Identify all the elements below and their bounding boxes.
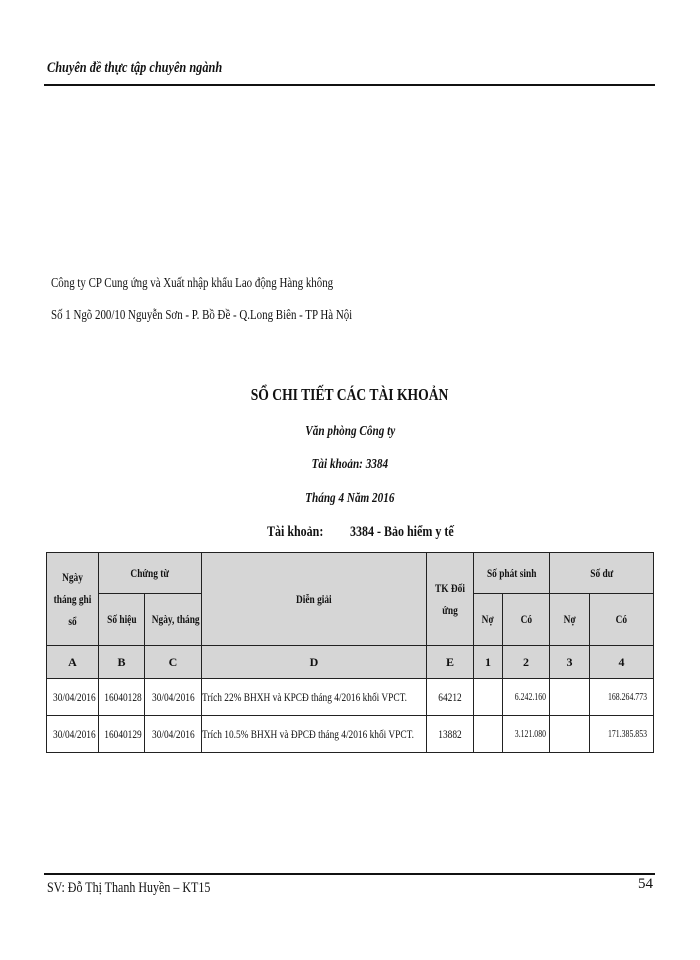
report-account: Tài khoản: 3384 xyxy=(311,457,389,472)
header-date: Ngày tháng ghi sổ xyxy=(47,553,99,646)
cell-date: 30/04/2016 xyxy=(47,716,99,753)
header-balance-credit: Có xyxy=(590,594,654,646)
column-code: D xyxy=(202,646,427,679)
header-voucher: Chứng từ xyxy=(99,553,202,594)
header-description: Diễn giải xyxy=(202,553,427,646)
header-counter-account: TK Đối ứng xyxy=(427,553,474,646)
account-value: 3384 - Bảo hiểm y tế xyxy=(350,524,454,540)
cell-voucher-date: 30/04/2016 xyxy=(145,716,202,753)
table-header-row xyxy=(47,553,654,594)
cell-counter-account: 64212 xyxy=(427,679,474,716)
column-code: 4 xyxy=(590,646,654,679)
cell-debit xyxy=(474,716,503,753)
footer-divider xyxy=(44,873,655,875)
cell-counter-account: 13882 xyxy=(427,716,474,753)
account-label: Tài khoản: xyxy=(267,524,324,540)
report-office: Văn phòng Công ty xyxy=(305,424,395,439)
column-code: 3 xyxy=(550,646,590,679)
cell-description: Trích 22% BHXH và KPCĐ tháng 4/2016 khối VPCT. xyxy=(202,679,427,716)
header-arising: Số phát sinh xyxy=(474,553,550,594)
page-number: 54 xyxy=(638,876,653,892)
header-voucher-no: Số hiệu xyxy=(99,594,145,646)
column-code: 1 xyxy=(474,646,503,679)
footer-student: SV: Đỗ Thị Thanh Huyền – KT15 xyxy=(47,880,211,896)
cell-date: 30/04/2016 xyxy=(47,679,99,716)
header-voucher-date: Ngày, tháng xyxy=(145,594,202,646)
cell-voucher-no: 16040129 xyxy=(99,716,145,753)
column-code: 2 xyxy=(503,646,550,679)
ledger-table xyxy=(46,552,654,753)
header-debit: Nợ xyxy=(474,594,503,646)
cell-voucher-no: 16040128 xyxy=(99,679,145,716)
cell-credit: 3.121.080 xyxy=(503,716,550,753)
column-code: C xyxy=(145,646,202,679)
column-code: A xyxy=(47,646,99,679)
column-code: B xyxy=(99,646,145,679)
table-row xyxy=(47,716,654,753)
cell-description: Trích 10.5% BHXH và ĐPCĐ tháng 4/2016 khối VPCT. xyxy=(202,716,427,753)
header-balance-debit: Nợ xyxy=(550,594,590,646)
report-title: SỔ CHI TIẾT CÁC TÀI KHOẢN xyxy=(251,385,449,404)
cell-balance-debit xyxy=(550,716,590,753)
cell-debit xyxy=(474,679,503,716)
table-row xyxy=(47,679,654,716)
company-name: Công ty CP Cung ứng và Xuất nhập khẩu Lao động Hàng không xyxy=(51,276,334,291)
document-header-title: Chuyên đề thực tập chuyên ngành xyxy=(47,60,223,76)
cell-balance-credit: 171.385.853 xyxy=(590,716,654,753)
column-code-row xyxy=(47,646,654,679)
header-balance: Số dư xyxy=(550,553,654,594)
header-divider xyxy=(44,84,655,86)
column-code: E xyxy=(427,646,474,679)
cell-balance-debit xyxy=(550,679,590,716)
cell-voucher-date: 30/04/2016 xyxy=(145,679,202,716)
cell-balance-credit: 168.264.773 xyxy=(590,679,654,716)
cell-credit: 6.242.160 xyxy=(503,679,550,716)
report-period: Tháng 4 Năm 2016 xyxy=(305,491,395,506)
header-credit: Có xyxy=(503,594,550,646)
company-address: Số 1 Ngõ 200/10 Nguyễn Sơn - P. Bồ Đề - Q.Long Biên - TP Hà Nội xyxy=(51,308,353,323)
